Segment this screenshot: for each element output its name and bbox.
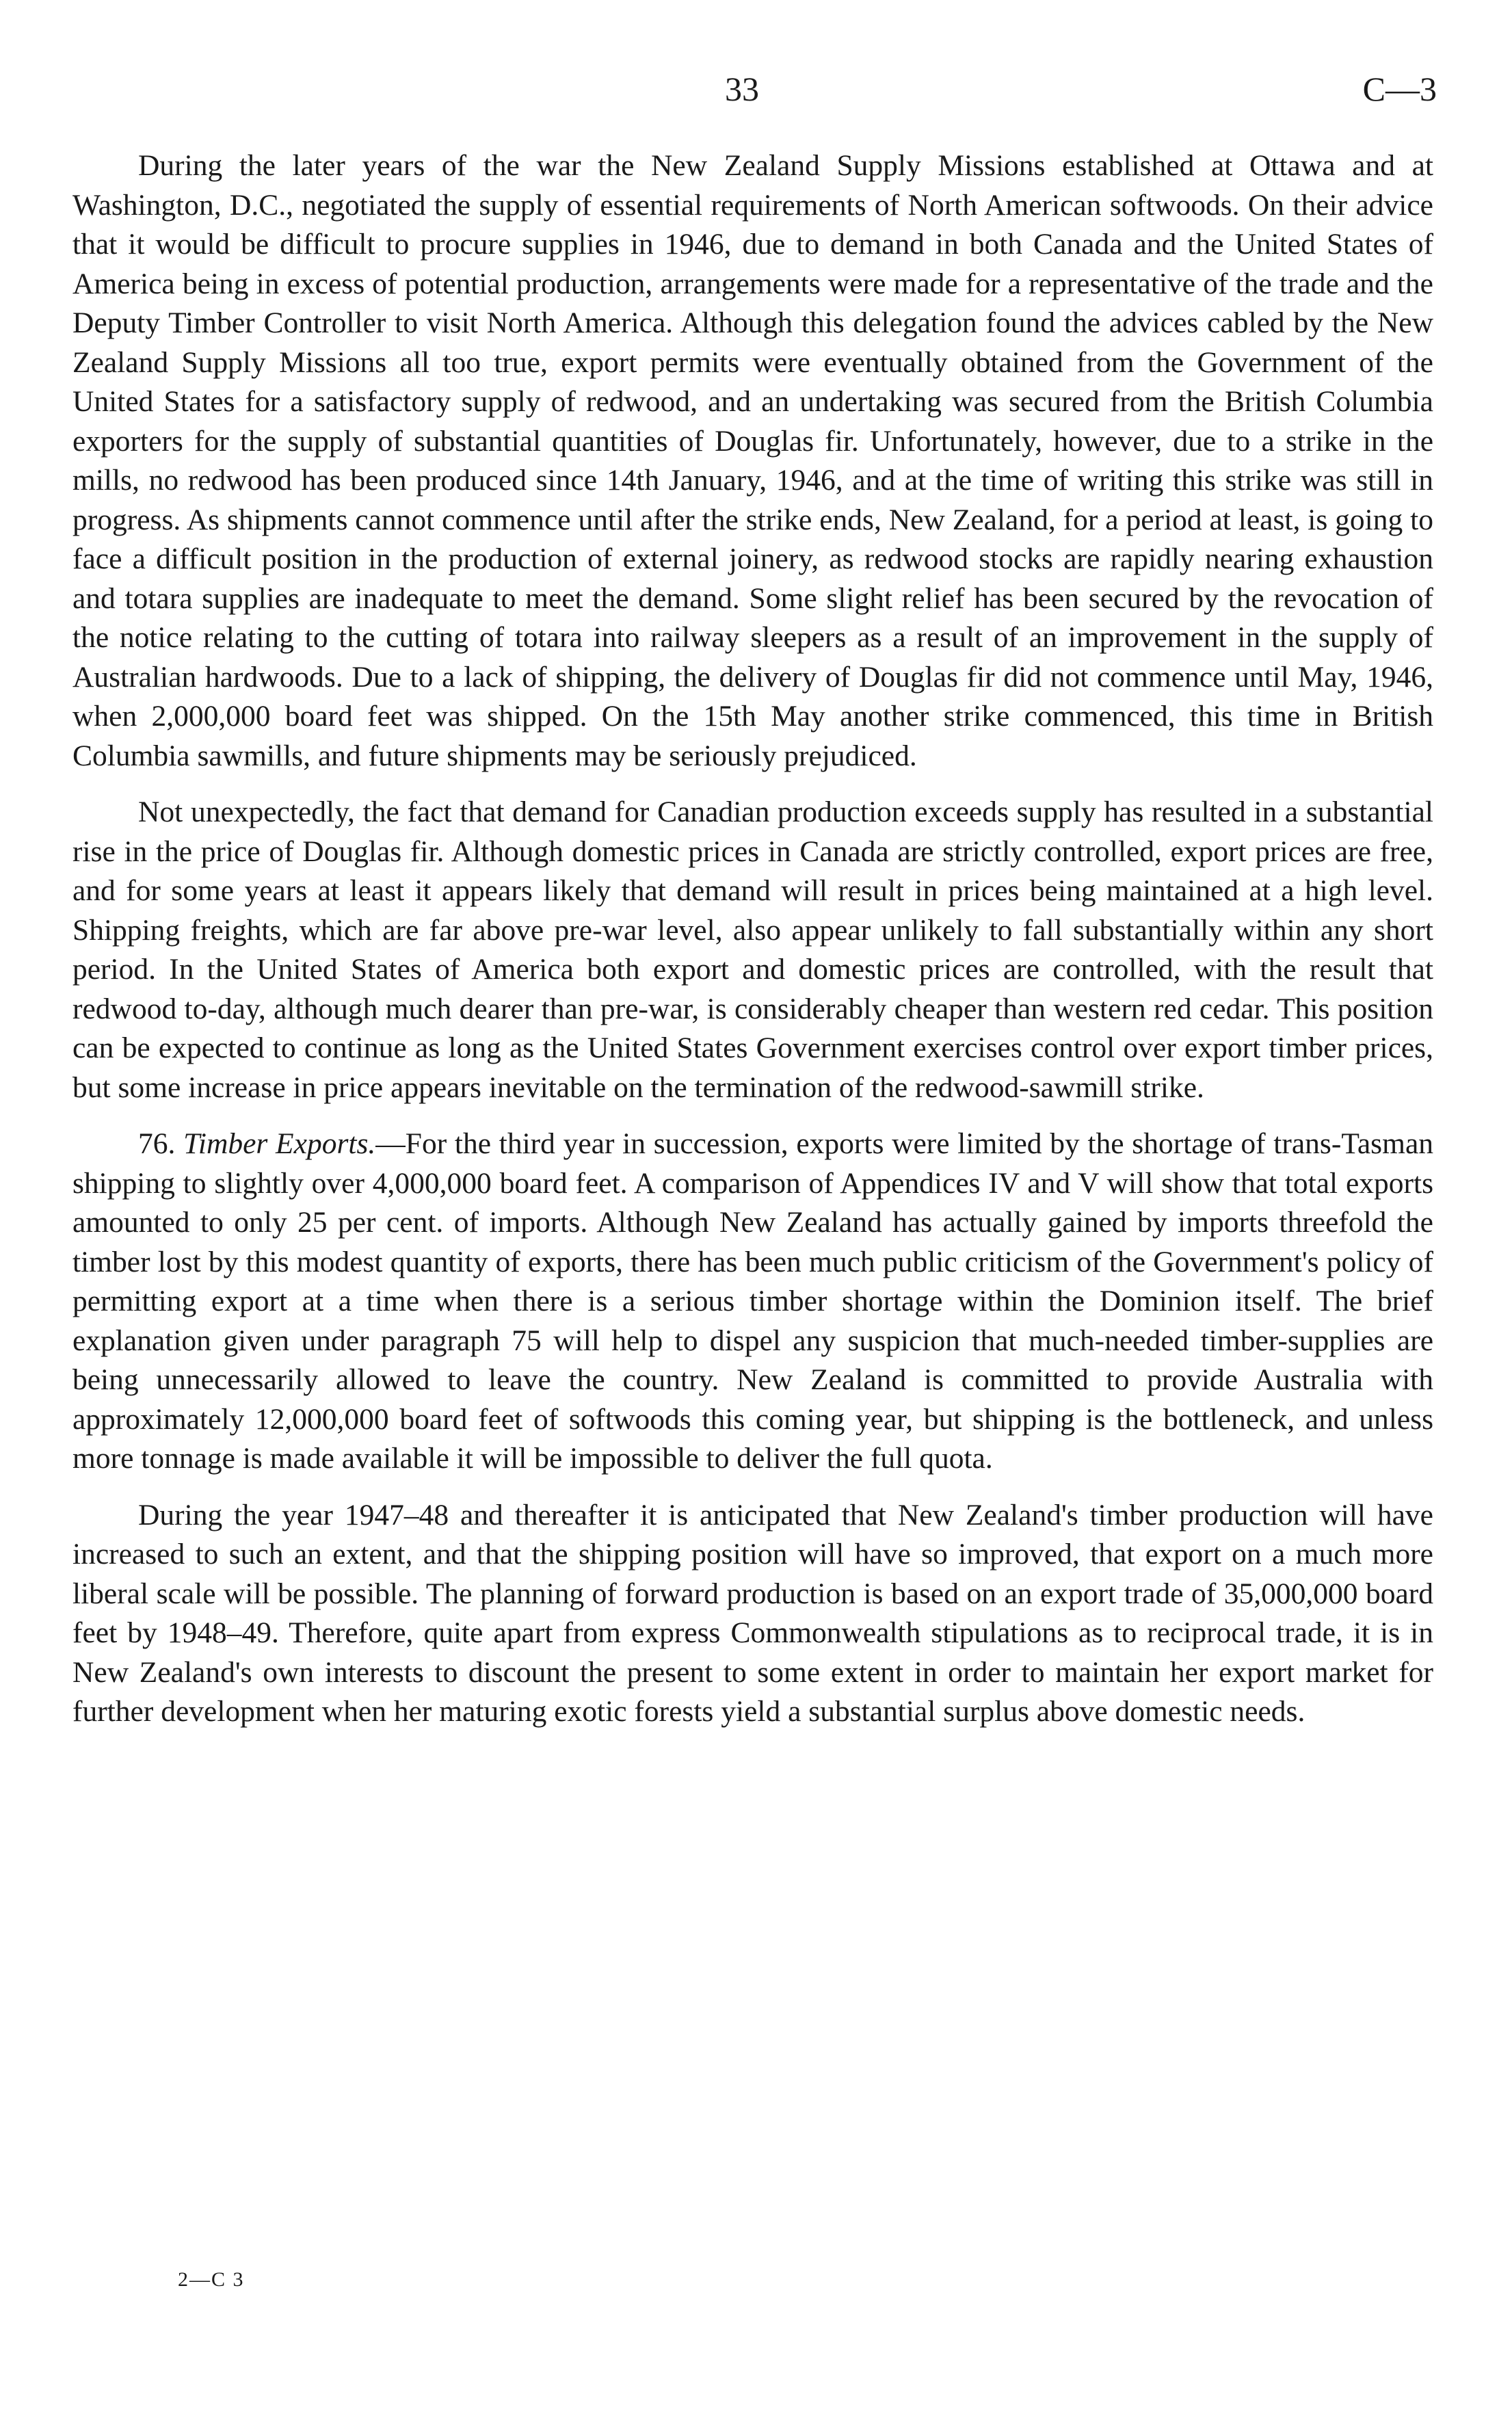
paragraph-future-exports bbox=[72, 1496, 1433, 1732]
page-header bbox=[0, 68, 1512, 116]
paragraph-douglas-fir-prices bbox=[72, 793, 1433, 1107]
paragraph-text: Not unexpectedly, the fact that demand for Canadian production exceeds supply has resulted in a substantial rise in the price of Douglas fir. Although domestic prices in Canada are strictly controlled, export prices are free, and for some years at least it appears likely that demand will result in prices being maintained at a high level. Shipping freights, which are far above pre-war level, also appear unlikely to fall substantially within any short period. In the United States of America both export and domestic prices are controlled, with the result that redwood to-day, although much dearer than pre-war, is considerably cheaper than western red cedar. This position can be expected to continue as long as the United States Government exercises control over export timber prices, but some increase in price appears inevitable on the termination of the redwood-sawmill strike. bbox=[72, 796, 1433, 1104]
paragraph-number: 76. bbox=[138, 1127, 176, 1160]
paragraph-timber-exports bbox=[72, 1125, 1433, 1479]
document-code: C—3 bbox=[1362, 70, 1437, 108]
paragraph-text: During the later years of the war the New Zealand Supply Missions established at Ottawa and at Washington, D.C., negotiated the supply of essential requirements of North American softwoods. On their advice that it would be difficult to procure supplies in 1946, due to demand in both Canada and the United States of America being in excess of potential production, arrangements were made for a representative of the trade and the Deputy Timber Controller to visit North America. Although this delegation found the advices cabled by the New Zealand Supply Missions all too true, export permits were eventually obtained from the Government of the United States for a satisfactory supply of redwood, and an undertaking was secured from the British Columbia exporters for the supply of substantial quantities of Douglas fir. Unfortunately, however, due to a strike in the mills, no redwood has been produced since 14th January, 1946, and at the time of writing this strike was still in progress. As shipments cannot commence until after the strike ends, New Zealand, for a period at least, is going to face a difficult position in the production of external joinery, as redwood stocks are rapidly nearing exhaustion and totara supplies are inadequate to meet the demand. Some slight relief has been secured by the revocation of the notice relating to the cutting of totara into railway sleepers as a result of an improvement in the supply of Australian hardwoods. Due to a lack of shipping, the delivery of Douglas fir did not commence until May, 1946, when 2,000,000 board feet was shipped. On the 15th May another strike commenced, this time in British Columbia sawmills, and future shipments may be seriously prejudiced. bbox=[72, 149, 1433, 772]
body-text bbox=[72, 146, 1433, 1732]
page-number: 33 bbox=[725, 70, 759, 108]
printer-signature-mark: 2—C 3 bbox=[178, 2268, 245, 2291]
paragraph-text: —For the third year in succession, exports were limited by the shortage of trans-Tasman shipping to slightly over 4,000,000 board feet. A comparison of Appendices IV and V will show that total exports amounted to only 25 per cent. of imports. Although New Zealand has actually gained by imports threefold the timber lost by this modest quantity of exports, there has been much public criticism of the Government's policy of permitting export at a time when there is a serious timber shortage within the Dominion itself. The brief explanation given under paragraph 75 will help to dispel any suspicion that much-needed timber-supplies are being unnecessarily allowed to leave the country. New Zealand is committed to provide Australia with approximately 12,000,000 board feet of softwoods this coming year, but shipping is the bottleneck, and unless more tonnage is made available it will be impossible to deliver the full quota. bbox=[72, 1127, 1433, 1475]
paragraph-north-american-supply bbox=[72, 146, 1433, 776]
paragraph-heading: Timber Exports. bbox=[183, 1127, 376, 1160]
paragraph-text: During the year 1947–48 and thereafter it is anticipated that New Zealand's timber production will have increased to such an extent, and that the shipping position will have so improved, that export on a much more liberal scale will be possible. The planning of forward production is based on an export trade of 35,000,000 board feet by 1948–49. Therefore, quite apart from express Commonwealth stipulations as to reciprocal trade, it is in New Zealand's own interests to discount the present to some extent in order to maintain her export market for further development when her maturing exotic forests yield a substantial surplus above domestic needs. bbox=[72, 1498, 1433, 1728]
